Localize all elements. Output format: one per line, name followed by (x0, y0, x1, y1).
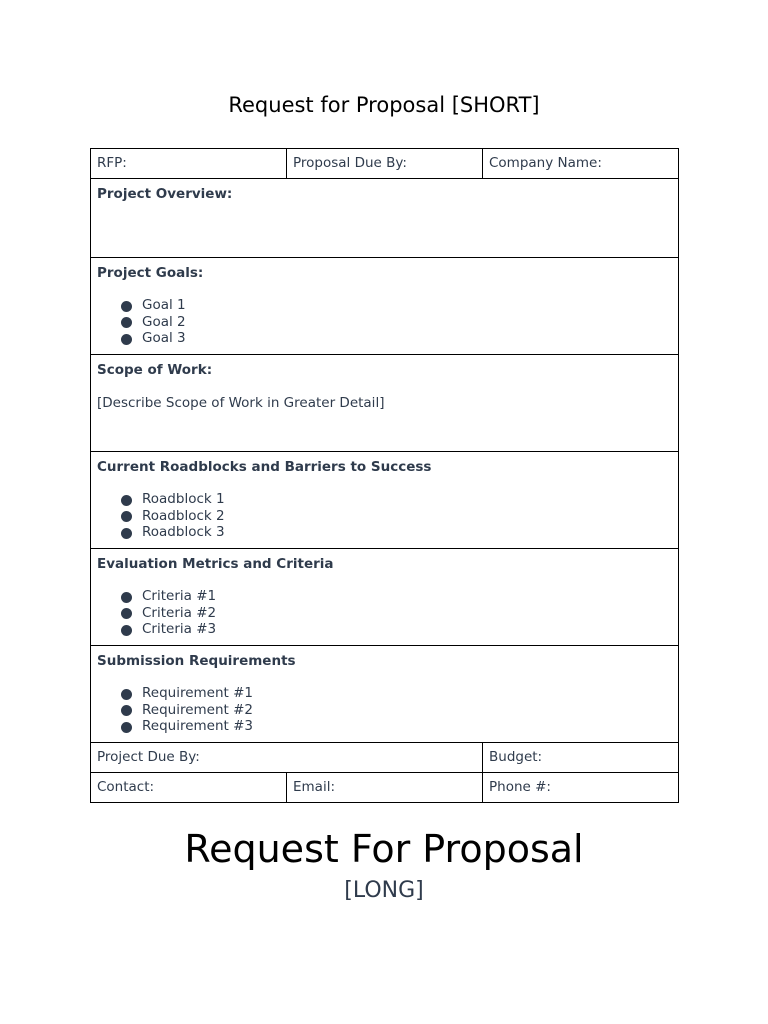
section-heading: Submission Requirements (97, 653, 296, 669)
list-item (119, 491, 672, 508)
rfp-table (90, 148, 679, 803)
roadblocks-section (91, 452, 679, 549)
bullet-icon (121, 317, 132, 328)
list-item (119, 330, 672, 347)
list-item-text: Requirement #2 (142, 701, 254, 718)
project-overview-section (91, 179, 679, 258)
list-item (119, 524, 672, 541)
list-item (119, 314, 672, 331)
bullet-icon (121, 625, 132, 636)
list-item-text: Roadblock 3 (142, 524, 225, 541)
email-field: Email: (287, 773, 483, 803)
bullet-icon (121, 705, 132, 716)
section-heading: Evaluation Metrics and Criteria (97, 556, 334, 572)
list-item (119, 702, 672, 719)
project-goals-section (91, 258, 679, 355)
roadblocks-list (97, 491, 672, 541)
bullet-icon (121, 592, 132, 603)
rfp-field: RFP: (91, 149, 287, 179)
contact-field: Contact: (91, 773, 287, 803)
long-subtitle: [LONG] (344, 878, 424, 903)
budget-field: Budget: (483, 743, 679, 773)
criteria-list (97, 588, 672, 638)
bullet-icon (121, 722, 132, 733)
list-item (119, 508, 672, 525)
phone-field: Phone #: (483, 773, 679, 803)
bullet-icon (121, 608, 132, 619)
list-item-text: Goal 3 (142, 330, 186, 347)
list-item-text: Goal 2 (142, 313, 186, 330)
list-item-text: Roadblock 2 (142, 507, 225, 524)
list-item-text: Requirement #1 (142, 685, 254, 701)
project-due-field: Project Due By: (91, 743, 483, 773)
list-item (119, 718, 672, 735)
scope-description: [Describe Scope of Work in Greater Detail] (97, 395, 385, 411)
bullet-icon (121, 528, 132, 539)
bullet-icon (121, 301, 132, 312)
list-item-text: Roadblock 1 (142, 491, 225, 507)
section-heading: Project Goals: (97, 265, 204, 281)
bullet-icon (121, 495, 132, 506)
evaluation-criteria-section (91, 549, 679, 646)
list-item (119, 588, 672, 605)
scope-of-work-section (91, 355, 679, 452)
list-item-text: Requirement #3 (142, 718, 254, 735)
document-title: Request for Proposal [SHORT] (228, 93, 540, 117)
list-item-text: Criteria #2 (142, 604, 217, 621)
long-title: Request For Proposal (184, 827, 584, 871)
company-name-field: Company Name: (483, 149, 679, 179)
proposal-due-field: Proposal Due By: (287, 149, 483, 179)
list-item (119, 685, 672, 702)
section-heading: Current Roadblocks and Barriers to Success (97, 459, 432, 475)
section-heading: Project Overview: (97, 186, 233, 202)
bullet-icon (121, 334, 132, 345)
requirements-list (97, 685, 672, 735)
section-heading: Scope of Work: (97, 362, 213, 378)
list-item-text: Criteria #3 (142, 621, 217, 638)
list-item-text: Criteria #1 (142, 588, 217, 604)
list-item-text: Goal 1 (142, 297, 186, 313)
list-item (119, 621, 672, 638)
bullet-icon (121, 689, 132, 700)
goals-list (97, 297, 672, 347)
list-item (119, 605, 672, 622)
submission-requirements-section (91, 646, 679, 743)
list-item (119, 297, 672, 314)
bullet-icon (121, 511, 132, 522)
